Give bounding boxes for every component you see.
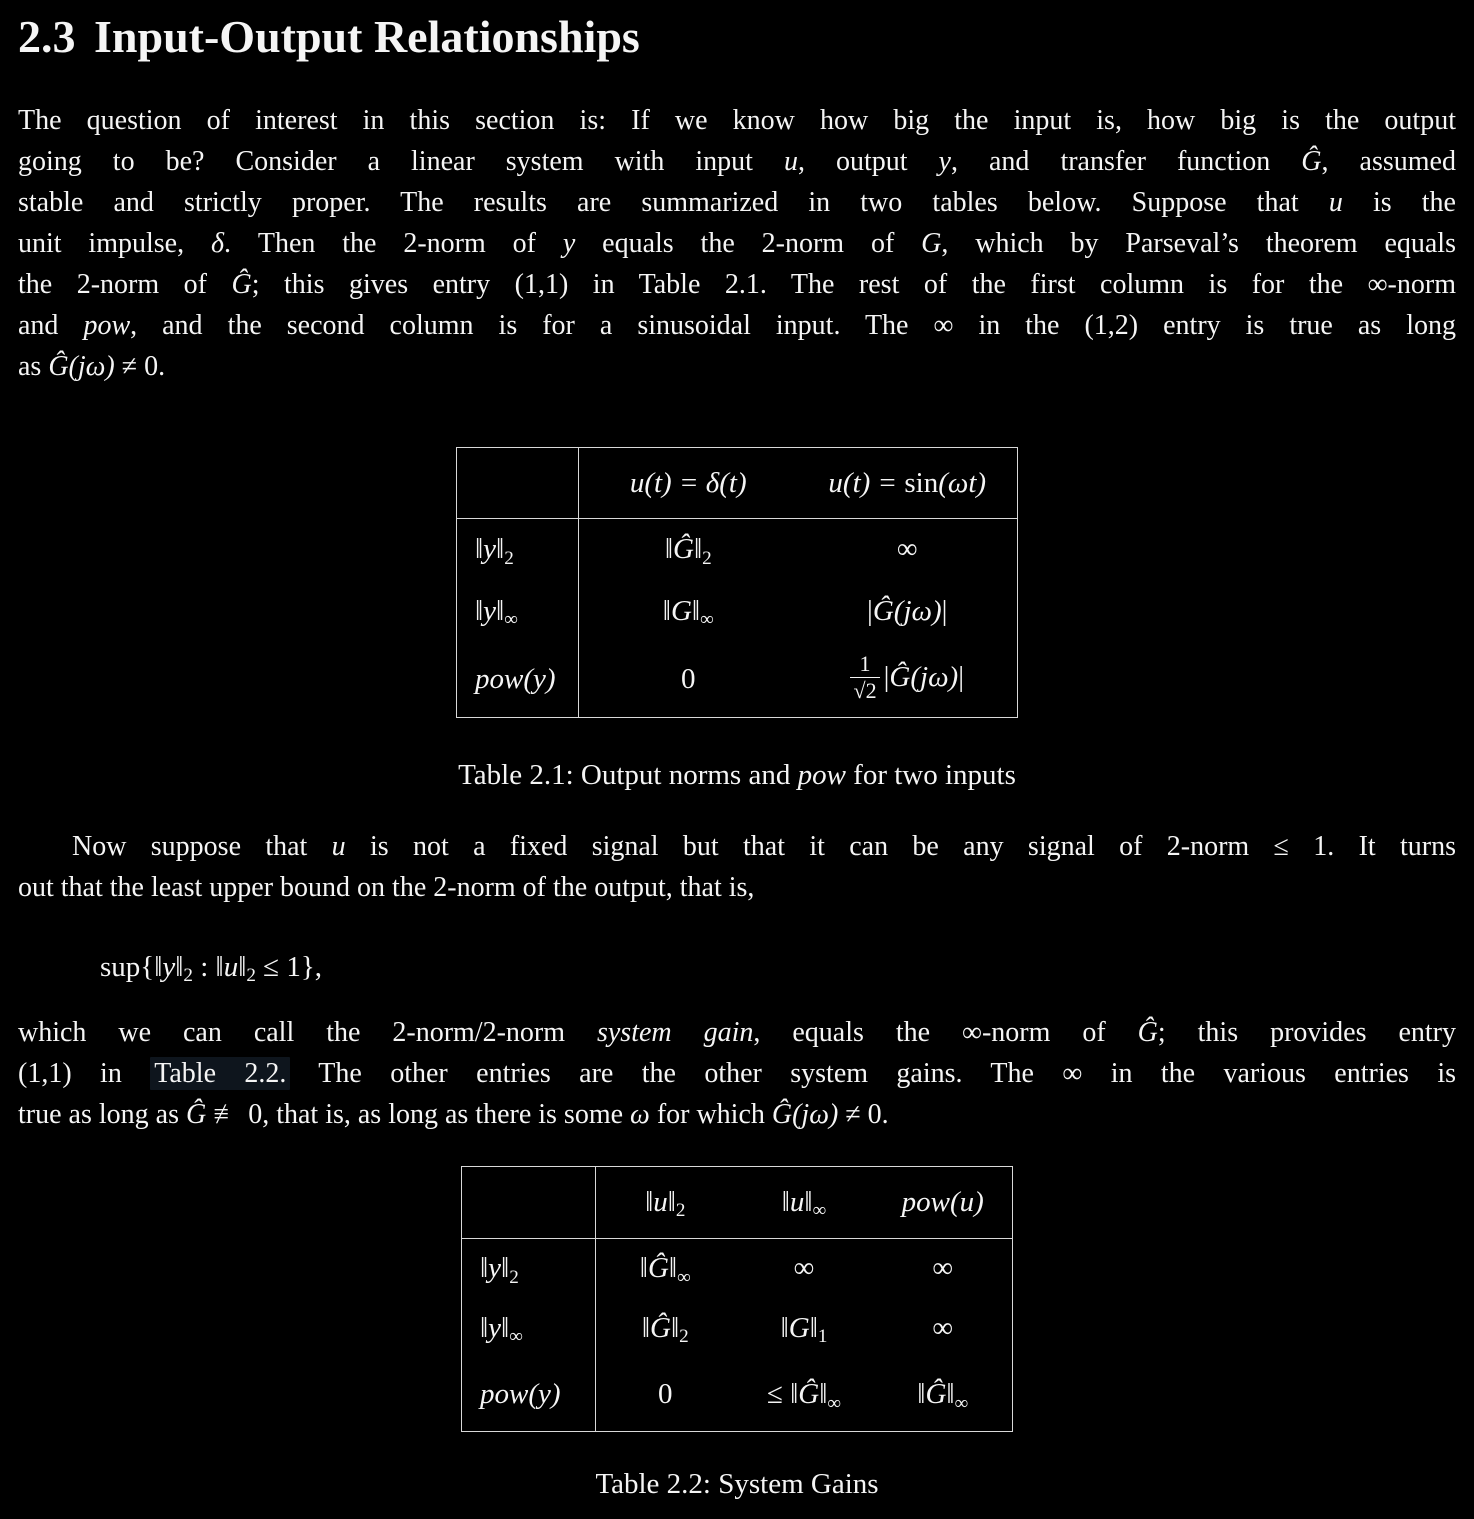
subscript: 2 — [679, 1326, 689, 1348]
math-var: u — [331, 831, 346, 862]
text-run: unit impulse, — [18, 228, 211, 259]
text-run: ‖ — [641, 1312, 650, 1344]
text-run: ‖ — [781, 1186, 790, 1218]
table-row — [457, 581, 1018, 643]
math-var: u — [653, 1186, 668, 1218]
subscript: ∞ — [954, 1392, 969, 1414]
text-run: ‖ — [662, 595, 671, 627]
table-cell — [596, 1239, 735, 1299]
row-label — [457, 643, 579, 718]
math-var: G — [788, 1312, 810, 1344]
row-label — [462, 1359, 596, 1432]
text-run: ≤ 1}, — [255, 951, 322, 983]
text-line — [18, 182, 1456, 223]
text-run: , and transfer function — [950, 146, 1302, 177]
subscript: ∞ — [509, 1326, 523, 1348]
text-run: ∞ — [896, 533, 918, 566]
text-run: , assumed — [1321, 146, 1456, 177]
table-cell — [798, 643, 1018, 718]
text-run: for two inputs — [845, 759, 1016, 791]
math-var: y — [488, 1312, 502, 1344]
math-var: pow(y) — [475, 663, 556, 696]
subscript: ∞ — [677, 1266, 691, 1288]
math-var: y — [483, 595, 497, 627]
math-var: Ĝ(jω) — [771, 1099, 839, 1130]
text-run: ≢ 0, that is, as long as there is some — [206, 1099, 631, 1130]
table-2-1-caption — [18, 755, 1456, 796]
text-run: 0 — [658, 1378, 673, 1411]
text-line — [18, 867, 1456, 908]
text-run: , equals the ∞-norm of — [753, 1017, 1138, 1048]
table-row — [462, 1359, 1013, 1432]
math-var: Ĝ — [649, 1312, 671, 1344]
subscript: ∞ — [504, 609, 518, 631]
text-run: Table 2.2: System Gains — [595, 1468, 879, 1500]
table-cell — [596, 1359, 735, 1432]
text-line — [18, 264, 1456, 305]
math-var: Ĝ — [925, 1378, 947, 1411]
table-row — [462, 1299, 1013, 1359]
row-label — [457, 581, 579, 643]
table-header-cell — [874, 1167, 1013, 1239]
text-run: ‖ — [480, 1252, 489, 1285]
table-cell — [874, 1359, 1013, 1432]
text-run: ∞ — [932, 1252, 954, 1285]
text-run: ‖ — [645, 1186, 654, 1218]
text-run: ∞ — [932, 1312, 954, 1344]
text-run: ‖ — [946, 1378, 955, 1411]
subscript: 1 — [817, 1326, 828, 1348]
math-var: u — [789, 1186, 805, 1218]
math-var: pow(u) — [901, 1186, 984, 1218]
text-line — [18, 826, 1456, 867]
math-var: pow(y) — [480, 1378, 561, 1411]
text-run: ‖ — [668, 1252, 678, 1285]
math-var: pow — [797, 759, 846, 791]
text-run: The question of interest in this section is: If we know how big the input is, how big is the output — [18, 105, 1456, 136]
text-run: which we can call the 2-norm/2-norm — [18, 1017, 597, 1048]
text-line — [18, 1053, 1456, 1094]
math-var: Ĝ — [1301, 146, 1322, 177]
text-run: ‖ — [780, 1312, 789, 1344]
table-cell — [874, 1239, 1013, 1299]
table-cell — [798, 581, 1018, 643]
text-line — [18, 223, 1456, 264]
row-label — [462, 1239, 596, 1299]
paragraph-intro — [18, 100, 1456, 387]
text-run: sin — [904, 466, 939, 499]
text-run: ≠ 0. — [838, 1099, 889, 1130]
paragraph-sup-intro — [18, 826, 1456, 908]
table-row — [457, 519, 1018, 581]
text-run: ‖ — [496, 533, 505, 566]
text-run: going to be? Consider a linear system with input — [18, 146, 784, 177]
text-run: is the — [1342, 187, 1456, 218]
table-header-cell — [579, 448, 798, 519]
text-run: . Then the 2-norm of — [223, 228, 563, 259]
table-corner-cell — [462, 1167, 596, 1239]
table-cell — [735, 1359, 874, 1432]
math-var: δ — [210, 228, 224, 259]
math-var: G — [921, 228, 942, 259]
text-run: | — [883, 661, 890, 694]
text-run: ‖ — [501, 1252, 510, 1285]
math-var: system gain — [596, 1017, 754, 1048]
math-var: G — [670, 595, 692, 627]
text-run: ‖ — [496, 595, 505, 627]
text-run: ‖ — [480, 1312, 489, 1344]
text-line — [18, 346, 1456, 387]
text-run: ‖ — [238, 951, 247, 983]
text-run: for which — [649, 1099, 772, 1130]
table-row — [462, 1167, 1013, 1239]
math-var: Ĝ — [672, 533, 694, 566]
text-line — [18, 1094, 1456, 1135]
section-number: 2.3 — [18, 11, 76, 62]
table-2-2-link[interactable]: Table 2.2. — [150, 1057, 290, 1090]
table-2-2-caption — [18, 1464, 1456, 1505]
text-run: true as long as — [18, 1099, 186, 1130]
math-var: y — [562, 228, 576, 259]
text-run: ∞ — [793, 1252, 815, 1285]
subscript: 2 — [702, 547, 712, 569]
table-cell — [735, 1239, 874, 1299]
text-run: ≤ — [766, 1378, 791, 1411]
math-var: Ĝ — [647, 1252, 669, 1285]
subscript: 2 — [246, 965, 256, 987]
math-var: Ĝ — [798, 1378, 820, 1411]
text-run: ‖ — [804, 1186, 813, 1218]
table-cell — [596, 1299, 735, 1359]
math-var: Ĝ — [1137, 1017, 1158, 1048]
text-run: stable and strictly proper. The results are summarized in two tables below. Suppose that — [18, 187, 1329, 218]
math-var: u(t) = — [828, 466, 905, 499]
math-var: y — [488, 1252, 502, 1285]
text-run: ‖ — [664, 533, 673, 566]
math-var: u — [223, 951, 239, 983]
subscript: ∞ — [812, 1200, 827, 1222]
math-var: u — [783, 146, 798, 177]
math-var: Ĝ — [231, 269, 252, 300]
table-header-cell — [798, 448, 1018, 519]
math-var: Ĝ(jω) — [872, 595, 942, 627]
math-var: Ĝ — [185, 1099, 207, 1130]
text-run: , and the second column is for a sinusoidal input. The ∞ in the (1,2) entry is true as long — [130, 310, 1456, 341]
text-run: ; this gives entry (1,1) in Table 2.1. The rest of the first column is for the ∞-norm — [251, 269, 1456, 300]
text-run: | — [958, 661, 965, 694]
subscript: 2 — [504, 547, 514, 569]
text-run: ‖ — [639, 1252, 648, 1285]
table-cell — [579, 581, 798, 643]
text-run: , output — [797, 146, 939, 177]
text-run: sup{ — [100, 951, 155, 983]
table-cell — [735, 1299, 874, 1359]
text-run: , which by Parseval’s theorem equals — [941, 228, 1456, 259]
text-run: The other entries are the other system gains. The ∞ in the various entries is — [290, 1058, 1456, 1089]
table-cell — [874, 1299, 1013, 1359]
text-run: ‖ — [693, 533, 703, 566]
text-run: Now suppose that — [72, 831, 332, 862]
text-run: and — [18, 310, 84, 341]
subscript: 2 — [183, 965, 193, 987]
subscript: ∞ — [827, 1392, 842, 1414]
subscript: ∞ — [700, 609, 714, 631]
text-run: ; this provides entry — [1157, 1017, 1456, 1048]
math-var: ω — [630, 1099, 650, 1130]
section-heading — [18, 12, 1456, 62]
text-run: ‖ — [790, 1378, 799, 1411]
text-run: ‖ — [809, 1312, 818, 1344]
math-var: y — [483, 533, 497, 566]
table-2-1 — [456, 447, 1018, 718]
text-run: ‖ — [917, 1378, 926, 1411]
section-title: Input-Output Relationships — [94, 11, 640, 62]
text-run: the 2-norm of — [18, 269, 232, 300]
text-run: Table 2.1: Output norms and — [458, 759, 798, 791]
row-label — [462, 1299, 596, 1359]
text-line — [18, 305, 1456, 346]
fraction: $\frac{1}{√2}$ — [850, 651, 879, 704]
table-header-cell — [735, 1167, 874, 1239]
math-var: y — [162, 951, 176, 983]
text-run: : — [192, 951, 216, 983]
text-run: ‖ — [154, 951, 163, 983]
text-run: ‖ — [175, 951, 184, 983]
text-run: ≠ 0. — [114, 351, 166, 382]
row-label — [457, 519, 579, 581]
table-row — [457, 448, 1018, 519]
table-header-cell — [596, 1167, 735, 1239]
table-corner-cell — [457, 448, 579, 519]
text-run: ‖ — [475, 533, 484, 566]
text-run: 0 — [681, 663, 696, 696]
text-line — [18, 100, 1456, 141]
text-run: out that the least upper bound on the 2-norm of the output, that is, — [18, 872, 755, 903]
text-run: | — [941, 595, 948, 627]
math-var: u — [1328, 187, 1343, 218]
text-run: ‖ — [475, 595, 484, 627]
table-row — [457, 643, 1018, 718]
text-line — [18, 1012, 1456, 1053]
text-run: ‖ — [501, 1312, 510, 1344]
text-run: equals the 2-norm of — [575, 228, 922, 259]
math-var: Ĝ(jω) — [889, 661, 959, 694]
text-run: ‖ — [667, 1186, 676, 1218]
text-line — [18, 141, 1456, 182]
text-run: ‖ — [670, 1312, 680, 1344]
text-run: ‖ — [819, 1378, 828, 1411]
math-var: u(t) = δ(t) — [629, 466, 747, 499]
subscript: 2 — [509, 1266, 519, 1288]
text-run: as — [18, 351, 49, 382]
table-cell — [798, 519, 1018, 581]
math-var: (ωt) — [938, 466, 987, 499]
equation-sup-gain — [100, 945, 1456, 989]
table-cell — [579, 519, 798, 581]
text-run: is not a fixed signal but that it can be any signal of 2-norm ≤ 1. It turns — [345, 831, 1456, 862]
subscript: 2 — [675, 1200, 686, 1222]
math-var: Ĝ(jω) — [48, 351, 115, 382]
table-row — [462, 1239, 1013, 1299]
table-cell — [579, 643, 798, 718]
paragraph-system-gain — [18, 1012, 1456, 1135]
text-run: ‖ — [691, 595, 701, 627]
text-run: (1,1) in — [18, 1058, 151, 1089]
text-run: ‖ — [215, 951, 224, 983]
text-run: | — [867, 595, 873, 627]
table-2-2 — [461, 1166, 1013, 1432]
math-var: pow — [83, 310, 131, 341]
math-var: y — [938, 146, 951, 177]
